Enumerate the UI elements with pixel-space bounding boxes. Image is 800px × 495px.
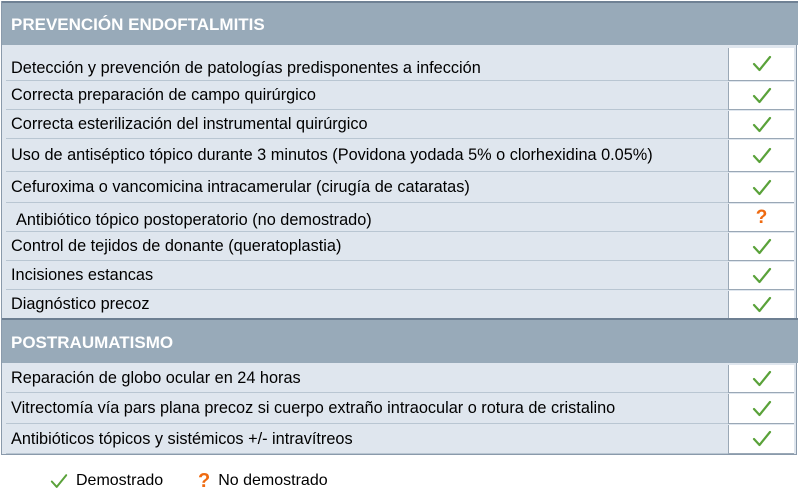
table-row	[6, 140, 796, 172]
status-cell	[728, 173, 794, 203]
row-label: Antibióticos tópicos y sistémicos +/- intravítreos	[6, 425, 728, 454]
question-mark-icon: ?	[755, 207, 768, 228]
legend-item-demonstrated	[50, 470, 163, 492]
table-row	[6, 48, 796, 81]
check-icon	[50, 473, 68, 490]
table-row	[6, 204, 796, 232]
section-title: POSTRAUMATISMO	[11, 332, 174, 352]
legend-item-not-demonstrated	[198, 470, 328, 492]
row-label: Incisiones estancas	[6, 262, 728, 290]
check-icon	[752, 55, 772, 73]
status-cell	[728, 233, 794, 261]
row-label: Diagnóstico precoz	[6, 291, 728, 319]
check-icon	[752, 87, 772, 105]
table-row	[6, 173, 796, 203]
table-panel	[1, 1, 797, 455]
check-icon	[752, 370, 772, 388]
check-icon	[752, 147, 772, 165]
status-cell	[728, 111, 794, 139]
check-icon	[752, 400, 772, 418]
row-label: Cefuroxima o vancomicina intracamerular (cirugía de cataratas)	[6, 173, 728, 203]
table-row	[6, 233, 796, 261]
legend-label: No demostrado	[218, 472, 328, 489]
check-icon	[752, 296, 772, 314]
status-cell	[728, 48, 794, 81]
row-label: Detección y prevención de patologías predisponentes a infección	[6, 48, 728, 81]
check-icon	[752, 430, 772, 448]
status-cell	[728, 365, 794, 393]
check-icon	[752, 238, 772, 256]
section-title: PREVENCIÓN ENDOFTALMITIS	[11, 15, 265, 34]
status-cell	[728, 291, 794, 319]
check-icon	[752, 179, 772, 197]
status-cell	[728, 204, 794, 232]
row-label: Correcta esterilización del instrumental quirúrgico	[6, 111, 728, 139]
legend	[0, 470, 800, 494]
question-mark-icon: ?	[198, 470, 211, 492]
table-row	[6, 262, 796, 290]
section-header-prevencion	[2, 1, 798, 45]
status-cell	[728, 82, 794, 110]
table-row	[6, 291, 796, 319]
status-cell	[728, 140, 794, 172]
check-icon	[752, 116, 772, 134]
row-label: Control de tejidos de donante (queratoplastia)	[6, 233, 728, 261]
table-row	[6, 425, 796, 454]
check-icon	[752, 267, 772, 285]
legend-label: Demostrado	[76, 472, 164, 489]
table-row	[6, 82, 796, 110]
row-label: Antibiótico tópico postoperatorio (no demostrado)	[6, 204, 728, 232]
table-row	[6, 111, 796, 139]
table-row	[6, 365, 796, 393]
row-label: Correcta preparación de campo quirúrgico	[6, 82, 728, 110]
status-cell	[728, 262, 794, 290]
status-cell	[728, 425, 794, 454]
row-label: Reparación de globo ocular en 24 horas	[6, 365, 728, 393]
row-label: Vitrectomía vía pars plana precoz si cuerpo extraño intraocular o rotura de cristalino	[6, 394, 728, 424]
section-header-postraumatismo	[2, 318, 798, 363]
status-cell	[728, 394, 794, 424]
row-label: Uso de antiséptico tópico durante 3 minutos (Povidona yodada 5% o clorhexidina 0.05%)	[6, 140, 728, 172]
table-row	[6, 394, 796, 424]
